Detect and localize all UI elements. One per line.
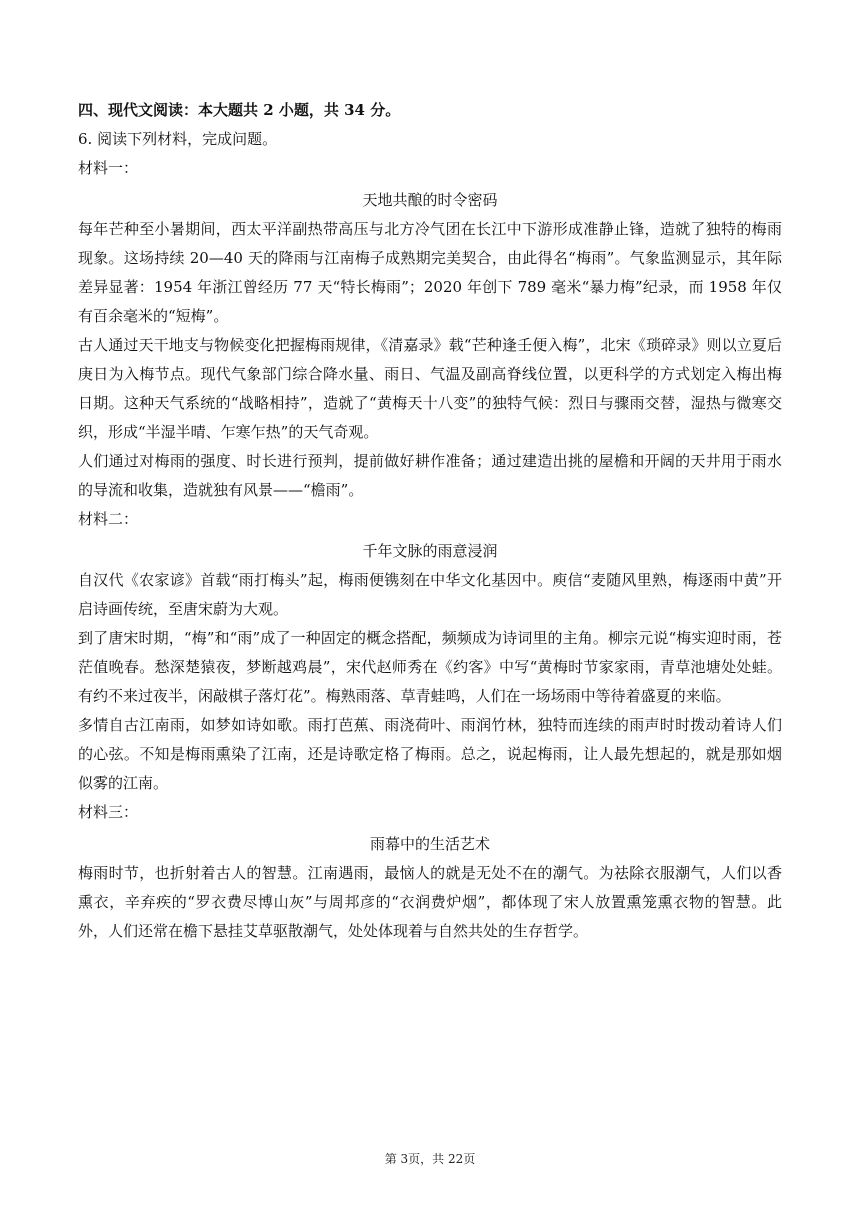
material-2 (78, 505, 782, 798)
material-title: 千年文脉的雨意浸润 (362, 542, 498, 560)
material-paragraph: 人们通过对梅雨的强度、时长进行预判，提前做好耕作准备；通过建造出挑的屋檐和开阔的天井用于雨水的导流和收集，造就独有风景——“檐雨”。 (78, 452, 782, 499)
material-paragraph: 梅雨时节，也折射着古人的智慧。江南遇雨，最恼人的就是无处不在的潮气。为祛除衣服潮气，人们以香熏衣，辛弃疾的“罗衣费尽博山灰”与周邦彦的“衣润费炉烟”，都体现了宋人放置熏笼熏衣物的智慧。此外，人们还常在檐下悬挂艾草驱散潮气，处处体现着与自然共处的生存哲学。 (78, 864, 782, 940)
material-1 (78, 154, 782, 505)
material-label: 材料三： (78, 803, 139, 821)
material-paragraph: 古人通过天干地支与物候变化把握梅雨规律，《清嘉录》载“芒种逢壬便入梅”，北宋《琐碎录》则以立夏后庚日为入梅节点。现代气象部门综合降水量、雨日、气温及副高脊线位置，以更科学的方式划定入梅出梅日期。这种天气系统的“战略相持”，造就了“黄梅天十八变”的独特气候：烈日与骤雨交替，湿热与微寒交织，形成“半湿半晴、乍寒乍热”的天气奇观。 (78, 336, 782, 441)
material-paragraph: 自汉代《农家谚》首载“雨打梅头”起，梅雨便镌刻在中华文化基因中。庾信“麦随风里熟，梅逐雨中黄”开启诗画传统，至唐宋蔚为大观。 (78, 571, 782, 618)
page-footer: 第 3页，共 22页 (384, 1152, 476, 1166)
material-paragraph: 多情自古江南雨，如梦如诗如歌。雨打芭蕉、雨浇荷叶、雨润竹林，独特而连续的雨声时时拨动着诗人们的心弦。不知是梅雨熏染了江南，还是诗歌定格了梅雨。总之，说起梅雨，让人最先想起的，就是那如烟似雾的江南。 (78, 716, 782, 792)
material-title: 雨幕中的生活艺术 (369, 835, 490, 853)
material-label: 材料二： (78, 510, 139, 528)
question-prompt: 6. 阅读下列材料，完成问题。 (78, 130, 278, 148)
material-paragraph: 到了唐宋时期，“梅”和“雨”成了一种固定的概念搭配，频频成为诗词里的主角。柳宗元说“梅实迎时雨，苍茫值晚春。愁深楚猿夜，梦断越鸡晨”，宋代赵师秀在《约客》中写“黄梅时节家家雨，青草池塘处处蛙。有约不来过夜半，闲敲棋子落灯花”。梅熟雨落、草青蛙鸣，人们在一场场雨中等待着盛夏的来临。 (78, 629, 782, 705)
section-heading: 四、现代文阅读：本大题共 2 小题，共 34 分。 (78, 101, 401, 119)
material-3 (78, 798, 782, 946)
page-content (78, 96, 782, 946)
material-label: 材料一： (78, 159, 139, 177)
material-title: 天地共酿的时令密码 (362, 191, 498, 209)
material-paragraph: 每年芒种至小暑期间，西太平洋副热带高压与北方冷气团在长江中下游形成准静止锋，造就了独特的梅雨现象。这场持续 20—40 天的降雨与江南梅子成熟期完美契合，由此得名“梅雨”。气象监测显示，其年际差异显著：1954 年浙江曾经历 77 天“特长梅雨”；2020 年创下 789 毫米“暴力梅”纪录，而 1958 年仅有百余毫米的“短梅”。 (78, 220, 782, 325)
